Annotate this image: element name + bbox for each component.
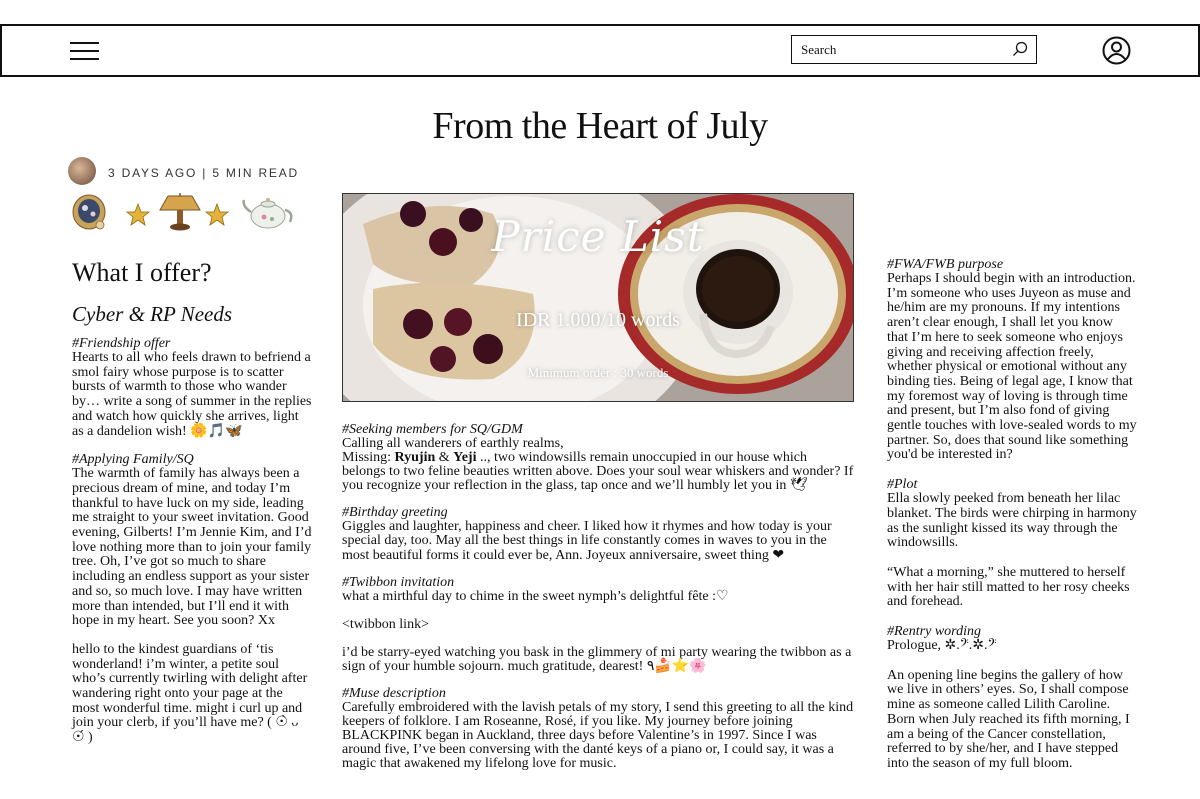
tag-label: #Friendship offer [72, 336, 171, 351]
middle-column [342, 423, 854, 784]
teapot-icon [244, 198, 292, 228]
tag-label: #Applying Family/SQ [72, 452, 194, 468]
paragraph: Hearts to all who feels drawn to befriend a smol fairy whose purpose is to scatter bursts of warmth to those who wander by… write a song of summer in the replies and watch how quickly she arrives, light as a dandelion wish! 🌼🎵🦋 [72, 350, 312, 439]
price-rate: IDR 1.000/10 words [516, 309, 680, 331]
avatar[interactable] [68, 157, 96, 185]
section-heading: What I offer? [72, 258, 212, 287]
right-column [887, 258, 1137, 787]
page-title: From the Heart of July [432, 105, 768, 147]
paragraph: An opening line begins the gallery of how we live in others’ eyes. So, I shall compose mine as someone called Lilith Caroline. Born when July reached its fifth morning, I am a being of the Cancer constellation, referred to by she/her, and I have stepped into the season of my full bloom. [887, 667, 1130, 771]
left-column [72, 258, 312, 760]
paragraph [342, 437, 854, 493]
sticker-row [68, 192, 298, 234]
text-span: Missing: [342, 450, 395, 466]
tag-label: #Seeking members for SQ/GDM [342, 422, 523, 437]
paragraph: what a mirthful day to chime in the sweet nymph’s delightful fête :♡ [342, 588, 729, 604]
mirror-sticker-icon [73, 195, 105, 229]
tag-label: #Twibbon invitation [342, 574, 455, 590]
tag-label: #FWA/FWB purpose [887, 257, 1004, 272]
top-bar [0, 24, 1200, 77]
text-span: .., two windowsills remain unoccupied in our house which belongs to two feline beauties written above. Does your soul wear whiskers and wonder? If you recognize your reflection in the glass, tap once and we’ll humbly let you in 🕊 [342, 450, 854, 494]
minimum-order: Minimum order : 30 words [527, 365, 669, 380]
star-icon [127, 204, 149, 225]
price-list-image [342, 193, 854, 402]
paragraph: “What a morning,” she muttered to herself with her hair still matted to her rosy cheeks and forehead. [887, 564, 1130, 610]
paragraph: The warmth of family has always been a precious dream of mine, and today I’m thankful to have luck on my side, leading me straight to your sweet invitation. Good evening, Gilberts! I’m Jennie Kim, and I’d love nothing more than to join your family tree. Oh, I’ve got so much to share including an endless support as your sister and so, so much love. I may have written more than intended, but I’ll end it with hope in my heart. See you soon? Xx [72, 466, 312, 629]
search-input[interactable] [799, 36, 1003, 64]
section-subheading: Cyber & RP Needs [72, 302, 233, 326]
search-icon[interactable] [1012, 41, 1028, 57]
paragraph: Perhaps I should begin with an introduction. I’m someone who uses Juyeon as muse and he/him are my pronouns. If my intentions aren’t clear enough, I shall let you know that I’m here to seek someone who enjoys giving and receiving affection freely, whether physical or emotional without any binding ties. Being of legal age, I know that my foremost way of loving is through time and present, but I’m also fond of giving gentle touches with love-sealed words to my partner. So, does that sound like something you'd be interested in? [887, 271, 1137, 463]
post-meta: 3 DAYS AGO | 5 MIN READ [108, 166, 300, 180]
menu-icon[interactable] [70, 42, 100, 62]
member-name: Ryujin [394, 450, 436, 466]
text-line: Calling all wanderers of earthly realms, [342, 436, 564, 451]
paragraph: Carefully embroidered with the lavish petals of my story, I send this greeting to all the kind keepers of folklore. I am Roseanne, Rosé, if you like. My journey before joining BLACKPINK began in Auckland, three days before Valentine’s in 1997. Since I was around five, I’ve been conversing with the danté keys of a piano or, I could say, it was a magic that awakened my lifelong love for music. [342, 699, 854, 772]
paragraph: hello to the kindest guardians of ‘tis wonderland! i’m winter, a petite soul who’s currently twirling with delight after wandering right onto your page at the most wonderful time. might i curl up and join your clerb, if you’ll have me? ( ☉̀ ᴗ ☉́ ) [72, 641, 308, 746]
price-list-title: Price List [491, 212, 705, 261]
star-icon [206, 204, 228, 225]
tag-label: #Plot [887, 477, 918, 493]
member-name: Yeji [453, 450, 477, 466]
tag-label: #Birthday greeting [342, 505, 448, 521]
account-icon[interactable] [1102, 36, 1131, 65]
paragraph: i’d be starry-eyed watching you bask in the glimmery of mi party wearing the twibbon as a sign of your humble sojourn. much gratitude, dearest! ٩🍰⭐🌸 [342, 644, 852, 674]
tag-label: #Rentry wording [887, 624, 981, 640]
twibbon-link[interactable]: <twibbon link> [342, 616, 429, 632]
tag-label: #Muse description [342, 685, 446, 701]
lamp-icon [160, 193, 200, 231]
paragraph: Prologue, ✲.𝄢.✲.𝄢 [887, 638, 997, 654]
paragraph: Giggles and laughter, happiness and cheer. I liked how it rhymes and how today is your special day, too. May all the best things in life constantly comes in waves to you in the most beautiful forms it could ever be, Ann. Joyeux anniversaire, sweet thing ❤ [342, 519, 832, 563]
search-box[interactable] [791, 35, 1037, 64]
text-span: & [435, 450, 454, 466]
paragraph: Ella slowly peeked from beneath her lilac blanket. The birds were chirping in harmony as the sunlight kissed its way through the windowsills. [887, 491, 1137, 551]
